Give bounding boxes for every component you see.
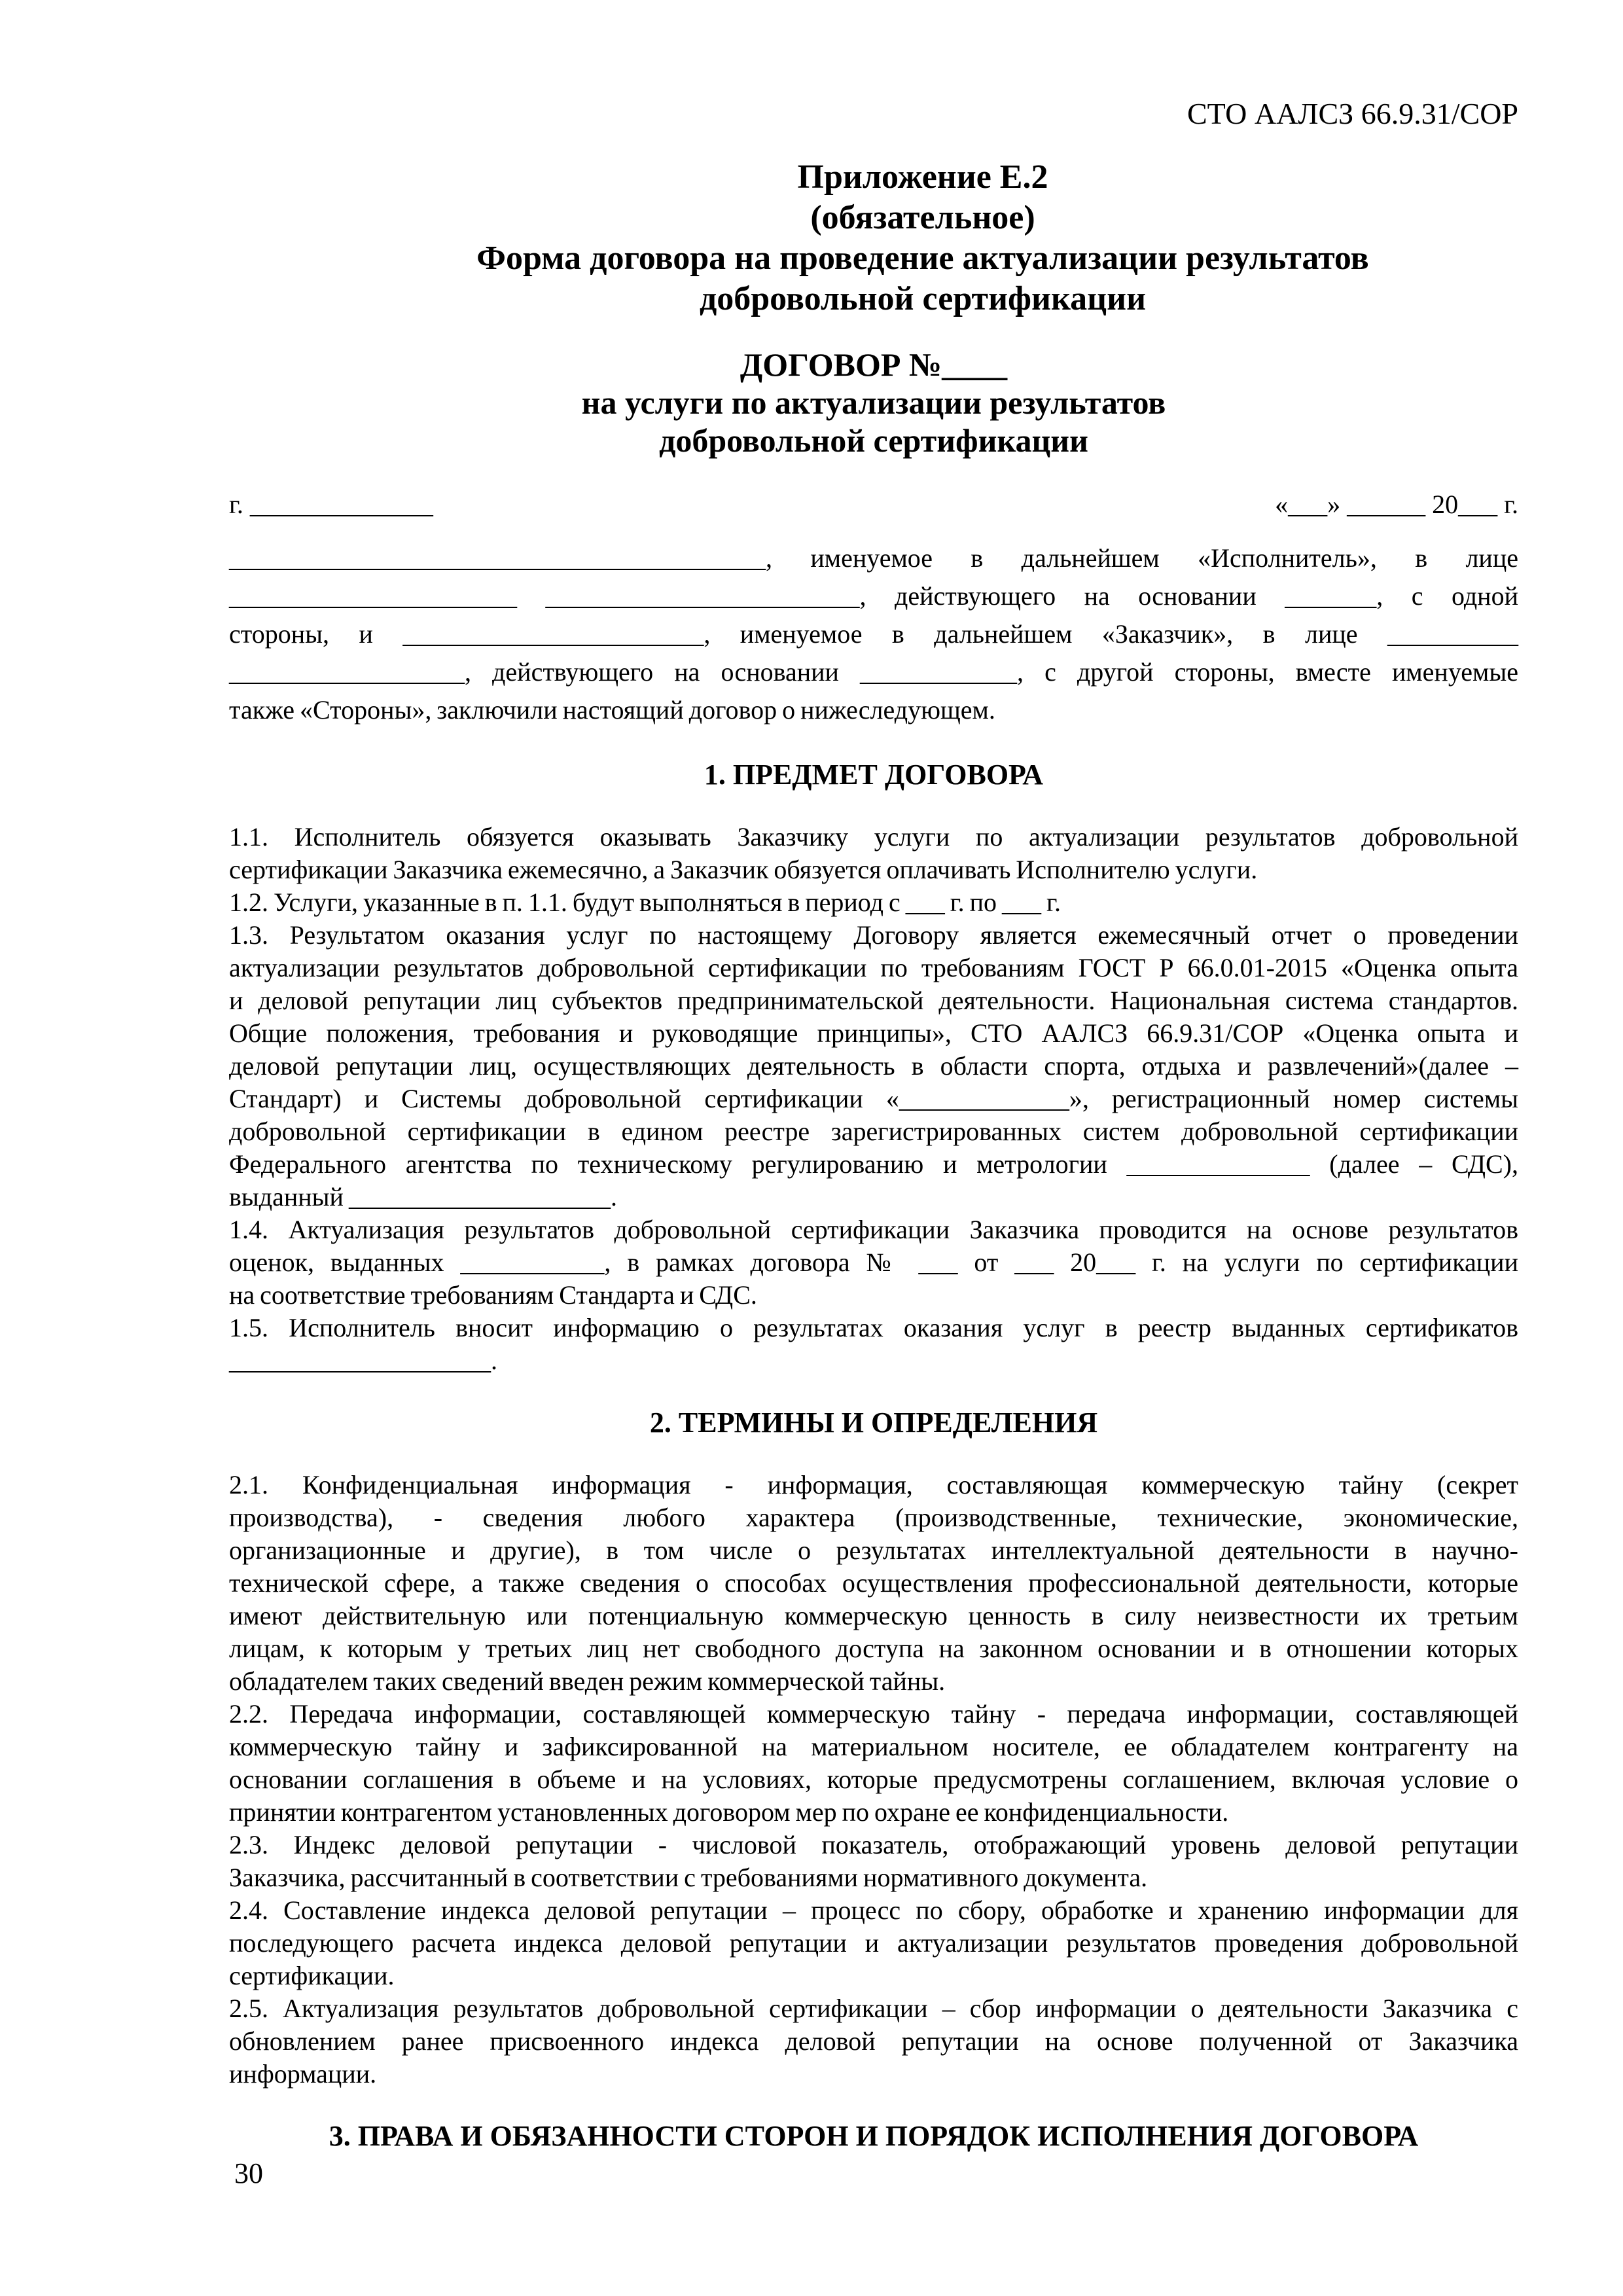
text-line: Форма договора на проведение актуализации результатов xyxy=(476,240,1369,277)
text-line: ______________________ ________________________, действующего на основании _______, с одной xyxy=(229,581,1518,611)
paragraph xyxy=(229,1698,1518,1829)
text-line: __________________, действующего на основании ____________, с другой стороны, вместе именуемые xyxy=(229,657,1518,687)
text-line: на соответствие требованиям Стандарта и СДС. xyxy=(229,1280,757,1310)
place-date-row xyxy=(229,488,1518,521)
text-line: сертификации Заказчика ежемесячно, а Заказчик обязуется оплачивать Исполнителю услуги. xyxy=(229,855,1258,884)
text-line: 2.5. Актуализация результатов добровольной сертификации – сбор информации о деятельности Заказчика с xyxy=(229,1994,1518,2023)
text-line: стороны, и _______________________, именуемое в дальнейшем «Заказчик», в лице __________ xyxy=(229,619,1518,649)
text-line: добровольной сертификации в едином реестре зарегистрированных систем добровольной сертификации xyxy=(229,1117,1518,1146)
section-3-heading: 3. ПРАВА И ОБЯЗАННОСТИ СТОРОН И ПОРЯДОК ИСПОЛНЕНИЯ ДОГОВОРА xyxy=(329,2120,1419,2152)
section-1-body xyxy=(229,821,1518,1377)
text-line: ____________________. xyxy=(229,1346,497,1375)
text-line: 1.4. Актуализация результатов добровольной сертификации Заказчика проводится на основе результатов xyxy=(229,1215,1518,1244)
text-line: _________________________________________, именуемое в дальнейшем «Исполнитель», в лице xyxy=(229,543,1518,573)
paragraph xyxy=(229,1469,1518,1698)
standard-code: СТО ААЛСЗ 66.9.31/СОР xyxy=(1186,97,1518,130)
paragraph xyxy=(229,1894,1518,1992)
text-line: деловой репутации лиц, осуществляющих деятельность в области спорта, отдыха и развлечений»(далее – xyxy=(229,1051,1518,1081)
text-line: основании соглашения в объеме и на условиях, которые предусмотрены соглашением, включая условие о xyxy=(229,1765,1518,1794)
text-line: добровольной сертификации xyxy=(699,280,1147,317)
text-line: 2.1. Конфиденциальная информация - информация, составляющая коммерческую тайну (секрет xyxy=(229,1470,1518,1499)
text-line: сертификации. xyxy=(229,1961,395,1990)
text-line: последующего расчета индекса деловой репутации и актуализации результатов проведения добровольной xyxy=(229,1928,1518,1958)
text-line: производства), - сведения любого характера (производственные, технические, экономические, xyxy=(229,1503,1518,1532)
text-line: Федерального агентства по техническому регулированию и метрологии ______________ (далее – СДС), xyxy=(229,1149,1518,1179)
section-terms xyxy=(229,1406,1518,2090)
text-line: 2.2. Передача информации, составляющей коммерческую тайну - передача информации, составляющей xyxy=(229,1699,1518,1729)
appendix-title xyxy=(229,157,1518,319)
text-line: выданный ____________________. xyxy=(229,1182,617,1211)
text-line: 1.1. Исполнитель обязуется оказывать Заказчику услуги по актуализации результатов добровольной xyxy=(229,822,1518,852)
paragraph xyxy=(229,1213,1518,1312)
city-blank: г. ______________ xyxy=(229,490,433,519)
text-line: 2.3. Индекс деловой репутации - числовой показатель, отображающий уровень деловой репутации xyxy=(229,1830,1518,1859)
text-line: 1.2. Услуги, указанные в п. 1.1. будут выполняться в период с ___ г. по ___ г. xyxy=(229,888,1061,917)
section-1-heading: 1. ПРЕДМЕТ ДОГОВОРА xyxy=(704,759,1044,791)
date-blank: «___» ______ 20___ г. xyxy=(1275,490,1518,519)
text-line: обладателем таких сведений введен режим коммерческой тайны. xyxy=(229,1666,946,1696)
page-content xyxy=(229,97,1518,2182)
paragraph xyxy=(229,886,1518,919)
paragraph xyxy=(229,821,1518,886)
text-line: информации. xyxy=(229,2059,377,2089)
text-line: 1.5. Исполнитель вносит информацию о результатах оказания услуг в реестр выданных сертификатов xyxy=(229,1313,1518,1342)
text-line: добровольной сертификации xyxy=(659,422,1088,459)
text-line: оценок, выданных ___________, в рамках договора № ___ от ___ 20___ г. на услуги по сертификации xyxy=(229,1247,1518,1277)
page-number: 30 xyxy=(234,2157,263,2189)
section-2-heading: 2. ТЕРМИНЫ И ОПРЕДЕЛЕНИЯ xyxy=(649,1407,1098,1439)
section-subject xyxy=(229,758,1518,1377)
text-line: Стандарт) и Системы добровольной сертификации «_____________», регистрационный номер системы xyxy=(229,1084,1518,1113)
text-line: 1.3. Результатом оказания услуг по настоящему Договору является ежемесячный отчет о проведении xyxy=(229,920,1518,950)
text-line: коммерческую тайну и зафиксированной на материальном носителе, ее обладателем контрагенту на xyxy=(229,1732,1518,1761)
text-line: лицам, к которым у третьих лиц нет свободного доступа на законном основании и в отношении которых xyxy=(229,1634,1518,1663)
text-line: 2.4. Составление индекса деловой репутации – процесс по сбору, обработке и хранению информации для xyxy=(229,1895,1518,1925)
text-line: организационные и другие), в том числе о результатах интеллектуальной деятельности в научно- xyxy=(229,1535,1518,1565)
text-line: ДОГОВОР №____ xyxy=(740,346,1008,383)
text-line: Приложение Е.2 xyxy=(797,158,1048,196)
text-line: также «Стороны», заключили настоящий договор о нижеследующем. xyxy=(229,695,995,725)
paragraph xyxy=(229,1312,1518,1377)
text-line: обновлением ранее присвоенного индекса деловой репутации на основе полученной от Заказчика xyxy=(229,2026,1518,2056)
text-line: актуализации результатов добровольной сертификации по требованиям ГОСТ Р 66.0.01-2015 «Оценка опыта xyxy=(229,953,1518,982)
paragraph xyxy=(229,919,1518,1213)
paragraph xyxy=(229,1992,1518,2090)
section-rights xyxy=(229,2119,1518,2153)
text-line: на услуги по актуализации результатов xyxy=(581,384,1166,421)
paragraph xyxy=(229,1829,1518,1894)
contract-title xyxy=(229,346,1518,459)
section-2-body xyxy=(229,1469,1518,2090)
text-line: принятии контрагентом установленных договором мер по охране ее конфиденциальности. xyxy=(229,1797,1229,1827)
text-line: и деловой репутации лиц субъектов предпринимательской деятельности. Национальная система стандартов. xyxy=(229,986,1518,1015)
text-line: (обязательное) xyxy=(810,199,1035,236)
text-line: Заказчика, рассчитанный в соответствии с требованиями нормативного документа. xyxy=(229,1863,1148,1892)
text-line: имеют действительную или потенциальную коммерческую ценность в силу неизвестности их третьим xyxy=(229,1601,1518,1630)
preamble-paragraph xyxy=(229,539,1518,729)
text-line: Общие положения, требования и руководящие принципы», СТО ААЛСЗ 66.9.31/СОР «Оценка опыта и xyxy=(229,1018,1518,1048)
text-line: технической сфере, а также сведения о способах осуществления профессиональной деятельности, которые xyxy=(229,1568,1518,1598)
